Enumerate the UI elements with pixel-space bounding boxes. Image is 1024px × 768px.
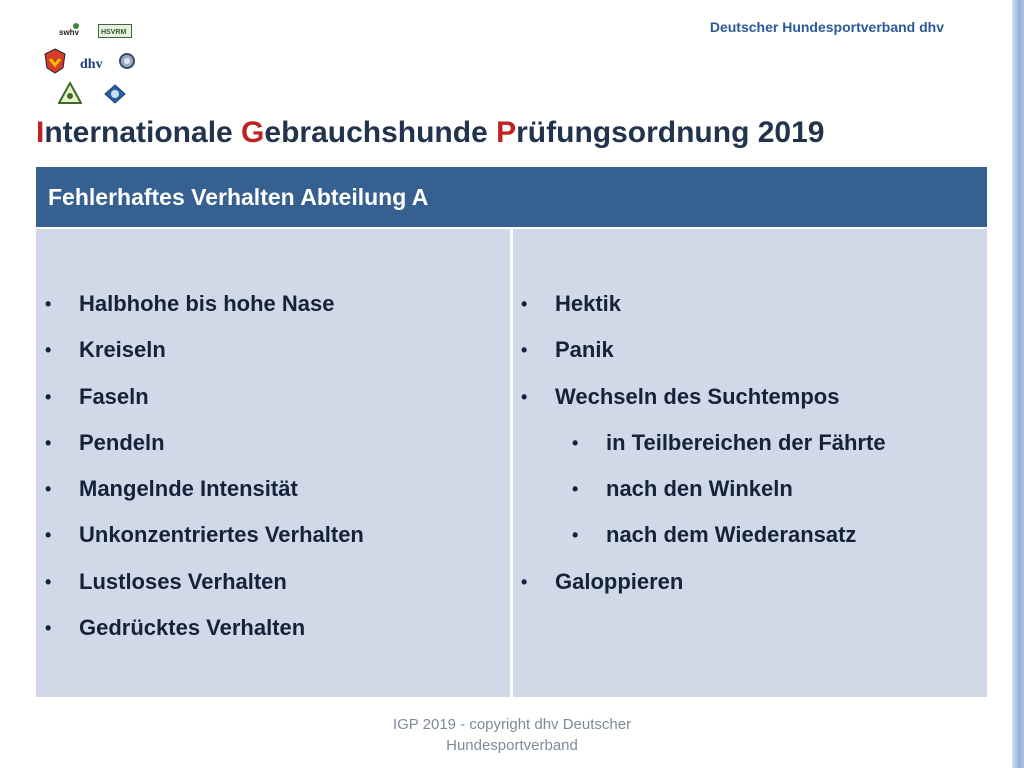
title-part: ebrauchshunde (264, 116, 497, 149)
sub-list-item (513, 428, 987, 474)
left-column (36, 229, 510, 697)
table-header (36, 167, 987, 227)
organization-name: Deutscher Hundesportverband dhv (709, 19, 944, 35)
list-item-text: Kreiseln (79, 337, 166, 363)
title-part: G (241, 116, 265, 149)
table-header-label: Fehlerhaftes Verhalten Abteilung A (48, 183, 429, 210)
bullet: • (45, 525, 52, 546)
list-item (513, 289, 987, 335)
list-item-text: Galoppieren (555, 568, 684, 594)
list-item (36, 382, 510, 428)
bullet: • (45, 571, 52, 592)
round-badge-icon (104, 84, 126, 104)
triangle-badge-icon (58, 82, 82, 104)
list-item (36, 474, 510, 520)
page-title (36, 116, 824, 150)
logo-cluster (40, 18, 140, 108)
list-item (513, 382, 987, 428)
bullet: • (521, 294, 528, 314)
sub-list-item (513, 474, 987, 520)
bullet: • (572, 432, 579, 453)
title-part: rüfungsordnung 2019 (516, 116, 825, 149)
list-item-text: Gedrücktes Verhalten (79, 615, 306, 641)
list-item-text: Pendeln (79, 429, 165, 455)
list-item (36, 335, 510, 381)
left-item-list (36, 289, 510, 659)
right-column (513, 229, 987, 697)
title-part: nternationale (44, 116, 242, 149)
dhv-logo-text: dhv (80, 57, 103, 72)
sub-list-item (513, 520, 987, 566)
bullet: • (521, 571, 528, 592)
footer-line-1: IGP 2019 - copyright dhv Deutscher (392, 716, 632, 733)
list-item (36, 613, 510, 659)
list-item-text: nach den Winkeln (606, 476, 793, 502)
list-item-text: Faseln (79, 383, 149, 409)
list-item (36, 289, 510, 335)
list-item (36, 567, 510, 613)
hsvrm-logo (98, 24, 132, 38)
list-item (513, 335, 987, 381)
list-item (513, 567, 987, 613)
list-item (36, 428, 510, 474)
list-item-text: Halbhohe bis hohe Nase (79, 291, 335, 316)
footer-copyright (370, 714, 654, 756)
bullet: • (45, 479, 52, 500)
bullet: • (45, 618, 52, 639)
list-item-text: Panik (555, 337, 614, 363)
footer-line-2: Hundesportverband (446, 737, 578, 754)
list-item-text: Unkonzentriertes Verhalten (79, 522, 364, 548)
bullet: • (45, 386, 52, 407)
bullet: • (572, 525, 579, 546)
seal-icon (118, 52, 136, 70)
dhv-logo (78, 52, 110, 72)
title-part: P (496, 116, 517, 149)
title-part: I (36, 116, 45, 149)
swhv-logo (58, 22, 84, 36)
swhv-logo-text: swhv (59, 28, 80, 36)
list-item-text: Lustloses Verhalten (79, 568, 287, 594)
bullet: • (45, 432, 52, 453)
bullet: • (521, 386, 528, 407)
list-item-text: Mangelnde Intensität (79, 476, 298, 502)
bullet: • (572, 479, 579, 500)
right-item-list (513, 289, 987, 613)
bullet: • (45, 340, 52, 361)
slide-edge-bar (1012, 0, 1024, 768)
club-badge-icon (43, 48, 67, 74)
list-item-text: nach dem Wiederansatz (606, 522, 857, 548)
list-item (36, 520, 510, 566)
hsvrm-logo-text: HSVRM (101, 29, 127, 36)
list-item-text: in Teilbereichen der Fährte (606, 429, 886, 455)
list-item-text: Wechseln des Suchtempos (555, 383, 840, 409)
bullet: • (45, 294, 52, 314)
list-item-text: Hektik (555, 291, 622, 316)
bullet: • (521, 340, 528, 361)
